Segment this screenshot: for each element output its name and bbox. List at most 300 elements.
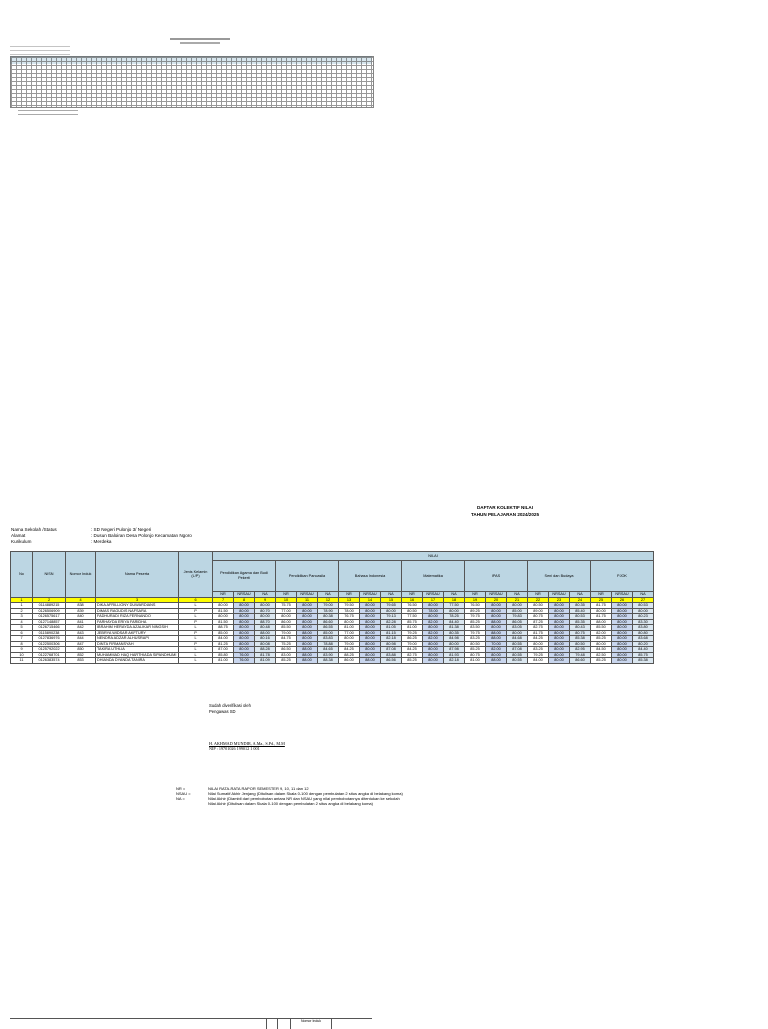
cell-value: 80.00	[234, 603, 255, 609]
column-number: 19	[465, 597, 486, 603]
column-number: 14	[360, 597, 381, 603]
cell-value: 85.00	[318, 630, 339, 636]
cell-value: 85.38	[633, 658, 654, 664]
cell-value: 84.50	[591, 647, 612, 653]
cell-value: 82.00	[591, 630, 612, 636]
cell-value: 87.25	[528, 619, 549, 625]
cell-value: 88.00	[486, 630, 507, 636]
subheader-cell: NRSAU	[612, 592, 633, 598]
table-row	[11, 614, 654, 620]
cell-value: 81.78	[255, 652, 276, 658]
table-row	[11, 647, 654, 653]
cell-value: 80.00	[549, 630, 570, 636]
cell-value: 84.25	[528, 636, 549, 642]
cell-ni: 844	[66, 636, 96, 642]
cell-value: 83.00	[276, 652, 297, 658]
cell-value: 88.00	[486, 658, 507, 664]
cell-value: 82.75	[528, 625, 549, 631]
cell-value: 80.75	[465, 652, 486, 658]
col-jk: Jenis Kelamin (L/P)	[179, 552, 213, 598]
cell-value: 80.00	[612, 619, 633, 625]
note-nsau: NSAU = Nilai Sumatif Akhir Jenjang (Ditulisan dalam Skala 0-100 dengan pembulatan 2 situs angka di belakang koma)	[176, 791, 403, 796]
cell-value: 80.00	[297, 603, 318, 609]
cell-nisn: 0115890238	[33, 630, 66, 636]
column-number: 1	[11, 597, 33, 603]
cell-value: 80.00	[486, 614, 507, 620]
subject-header: Pendidikan Pancasila	[276, 561, 339, 592]
cell-value: 79.00	[318, 603, 339, 609]
cell-value: 80.00	[423, 625, 444, 631]
cell-no: 9	[11, 647, 33, 653]
subheader-cell: NR	[465, 592, 486, 598]
column-number: 17	[423, 597, 444, 603]
cell-value: 80.70	[255, 608, 276, 614]
cell-value: 80.00	[591, 608, 612, 614]
cell-value: 87.08	[507, 647, 528, 653]
cell-value: 80.48	[255, 625, 276, 631]
cell-value: 84.40	[633, 647, 654, 653]
cell-value: 85.25	[402, 658, 423, 664]
col-no: No	[11, 552, 33, 598]
cell-value: 84.25	[339, 647, 360, 653]
cell-value: 88.70	[255, 619, 276, 625]
cell-value: 80.50	[465, 641, 486, 647]
cell-value: 80.00	[507, 603, 528, 609]
col-nilai: NILAI	[213, 552, 654, 561]
cell-value: 81.00	[339, 625, 360, 631]
cell-value: 82.50	[591, 652, 612, 658]
cell-ni: 839	[66, 608, 96, 614]
verifier-nip: NIP : 19701026 199012 1 001	[209, 746, 260, 751]
cell-value: 76.75	[339, 614, 360, 620]
cell-value: 81.50	[213, 608, 234, 614]
column-number: 9	[255, 597, 276, 603]
cell-value: 80.00	[360, 603, 381, 609]
subheader-cell: NRSAU	[297, 592, 318, 598]
cell-value: 80.00	[528, 641, 549, 647]
address-value: : Dusun Baloiran Desa Polonjo Kecamatan Ngoro	[91, 533, 192, 538]
cell-value: 88.38	[318, 658, 339, 664]
cell-value: 79.75	[465, 630, 486, 636]
table-row	[11, 619, 654, 625]
subheader-cell: NA	[381, 592, 402, 598]
cell-value: 86.50	[276, 647, 297, 653]
cell-value: 80.00	[339, 636, 360, 642]
cell-value: 85.50	[276, 625, 297, 631]
cell-value: 80.00	[549, 603, 570, 609]
cell-value: 82.75	[402, 652, 423, 658]
column-number: 11	[297, 597, 318, 603]
cell-value: 80.98	[381, 641, 402, 647]
cell-value: 83.80	[633, 625, 654, 631]
cell-value: 82.95	[570, 647, 591, 653]
cell-value: 80.00	[444, 608, 465, 614]
column-number: 13	[339, 597, 360, 603]
cell-value: 80.00	[549, 619, 570, 625]
school-name-row	[11, 527, 151, 532]
cell-value: 80.50	[570, 641, 591, 647]
cell-value: 79.83	[507, 614, 528, 620]
cell-value: 85.75	[633, 652, 654, 658]
cell-value: 80.00	[423, 614, 444, 620]
cell-value: 78.00	[423, 608, 444, 614]
cell-value: 80.80	[633, 630, 654, 636]
cell-ni: 852	[66, 652, 96, 658]
cell-value: 80.00	[360, 652, 381, 658]
cell-value: 80.00	[360, 647, 381, 653]
cell-value: 80.00	[360, 641, 381, 647]
col-nama: Nama Peserta	[96, 552, 179, 598]
cell-value: 80.00	[234, 630, 255, 636]
column-number: 4	[66, 597, 96, 603]
column-number: 22	[528, 597, 549, 603]
next-page-cell: Nomor Induk	[290, 1019, 332, 1029]
cell-ni: 838	[66, 603, 96, 609]
cell-jk: P	[179, 630, 213, 636]
cell-value: 80.35	[444, 630, 465, 636]
cell-ni: 840	[66, 614, 96, 620]
table-row	[11, 608, 654, 614]
subheader-cell: NR	[276, 592, 297, 598]
cell-ni: 841	[66, 619, 96, 625]
cell-value: 83.25	[528, 647, 549, 653]
cell-value: 76.00	[234, 652, 255, 658]
cell-value: 80.00	[423, 641, 444, 647]
cell-value: 80.00	[423, 603, 444, 609]
cell-value: 80.00	[612, 630, 633, 636]
cell-value: 76.00	[234, 658, 255, 664]
cell-value: 80.00	[549, 647, 570, 653]
subject-header: Bahasa Indonesia	[339, 561, 402, 592]
cell-value: 82.28	[381, 619, 402, 625]
cell-value: 80.00	[360, 619, 381, 625]
cell-value: 80.00	[234, 641, 255, 647]
subheader-cell: NRSAU	[360, 592, 381, 598]
cell-ni: 853	[66, 658, 96, 664]
cell-value: 77.50	[444, 603, 465, 609]
cell-value: 83.68	[633, 636, 654, 642]
cell-value: 80.00	[360, 630, 381, 636]
cell-value: 86.00	[339, 658, 360, 664]
column-number: 8	[234, 597, 255, 603]
cell-value: 83.50	[465, 625, 486, 631]
cell-value: 85.00	[507, 608, 528, 614]
cell-no: 7	[11, 636, 33, 642]
note-nr: NR = NILAI RATA-RATA RAPOR SEMESTER 9, 10, 11 dan 12	[176, 786, 309, 791]
cell-value: 85.40	[570, 608, 591, 614]
cell-nisn: 0126715466	[33, 625, 66, 631]
column-number: 24	[570, 597, 591, 603]
cell-value: 75.75	[276, 603, 297, 609]
page-subtitle: TAHUN PELAJARAN 2024/2025	[470, 512, 540, 517]
column-number: 6	[179, 597, 213, 603]
subheader-cell: NA	[318, 592, 339, 598]
subheader-cell: NR	[591, 592, 612, 598]
cell-value: 88.00	[297, 647, 318, 653]
cell-value: 89.25	[465, 608, 486, 614]
cell-value: 78.25	[444, 614, 465, 620]
cell-value: 80.00	[612, 608, 633, 614]
cell-value: 80.00	[234, 636, 255, 642]
subheader-cell: NR	[402, 592, 423, 598]
cell-value: 85.80	[213, 652, 234, 658]
cell-value: 80.38	[318, 614, 339, 620]
cell-value: 80.00	[591, 641, 612, 647]
table-row	[11, 625, 654, 631]
cell-value: 80.00	[612, 647, 633, 653]
cell-no: 6	[11, 630, 33, 636]
curriculum-row	[11, 539, 111, 544]
cell-nama: TAKIRA UTHLIA	[96, 647, 179, 653]
cell-value: 85.50	[591, 625, 612, 631]
cell-value: 81.05	[381, 625, 402, 631]
subheader-cell: NRSAU	[423, 592, 444, 598]
subheader-cell: NR	[339, 592, 360, 598]
cell-value: 80.00	[297, 641, 318, 647]
table-row	[11, 641, 654, 647]
cell-value: 80.16	[255, 636, 276, 642]
cell-nama: JEBRYA WIDSAR AKFTURY	[96, 630, 179, 636]
cell-value: 80.00	[423, 652, 444, 658]
cell-value: 88.25	[339, 652, 360, 658]
cell-nisn: 0125792022	[33, 647, 66, 653]
cell-value: 78.88	[318, 641, 339, 647]
cell-value: 80.00	[612, 614, 633, 620]
cell-jk: P	[179, 619, 213, 625]
cell-value: 80.35	[570, 603, 591, 609]
page-title: DAFTAR KOLEKTIF NILAI	[476, 505, 534, 510]
cell-jk: L	[179, 652, 213, 658]
cell-value: 84.00	[213, 636, 234, 642]
cell-no: 4	[11, 619, 33, 625]
cell-value: 80.00	[612, 658, 633, 664]
cell-value: 79.25	[402, 630, 423, 636]
cell-value: 80.00	[549, 652, 570, 658]
cell-jk: L	[179, 647, 213, 653]
cell-value: 80.00	[213, 614, 234, 620]
column-number: 26	[612, 597, 633, 603]
cell-value: 88.00	[591, 619, 612, 625]
note-na-2: Nilai Akhir (Ditulisan dalam Skala 0-100 dengan pembulatan 2 situs angka di belakang koma)	[208, 801, 373, 806]
cell-value: 84.00	[528, 658, 549, 664]
cell-value: 79.75	[465, 614, 486, 620]
cell-value: 85.75	[402, 619, 423, 625]
cell-no: 8	[11, 641, 33, 647]
cell-value: 88.75	[213, 625, 234, 631]
cell-value: 84.68	[507, 636, 528, 642]
cell-value: 80.75	[570, 630, 591, 636]
cell-value: 80.00	[213, 603, 234, 609]
column-number: 20	[486, 597, 507, 603]
cell-jk: L	[179, 636, 213, 642]
cell-value: 80.00	[507, 630, 528, 636]
cell-nisn: 0122768701	[33, 652, 66, 658]
cell-nama: NENDRA ADZAR ALHUSRAPI	[96, 636, 179, 642]
verifier-name: H. AKHMAD MUNDIR, A.Ma., S.Pd., M.M	[209, 741, 285, 746]
cell-value: 80.55	[507, 652, 528, 658]
cell-value: 79.00	[402, 641, 423, 647]
cell-value: 77.00	[276, 608, 297, 614]
col-nisn: NISN	[33, 552, 66, 598]
curriculum-value: : Merdeka	[91, 539, 112, 544]
cell-value: 85.25	[591, 636, 612, 642]
cell-nama: DINTA FIRMANSYAH	[96, 641, 179, 647]
cell-value: 80.00	[549, 625, 570, 631]
column-number: 18	[444, 597, 465, 603]
cell-jk: L	[179, 625, 213, 631]
cell-value: 86.60	[318, 619, 339, 625]
cell-value: 80.00	[486, 608, 507, 614]
cell-value: 88.00	[486, 619, 507, 625]
cell-value: 86.56	[381, 658, 402, 664]
cell-no: 1	[11, 603, 33, 609]
cell-value: 80.08	[255, 641, 276, 647]
cell-value: 88.00	[486, 636, 507, 642]
grades-table	[10, 551, 654, 664]
cell-ni: 850	[66, 647, 96, 653]
cell-value: 80.00	[612, 652, 633, 658]
thumbnail-notes	[18, 110, 78, 118]
cell-value: 80.50	[528, 603, 549, 609]
subheader-cell: NRSAU	[549, 592, 570, 598]
cell-value: 81.00	[402, 625, 423, 631]
cell-value: 79.00	[339, 641, 360, 647]
cell-value: 82.00	[423, 619, 444, 625]
cell-value: 80.00	[234, 608, 255, 614]
cell-value: 81.75	[528, 630, 549, 636]
cell-value: 80.20	[633, 641, 654, 647]
cell-value: 80.43	[570, 625, 591, 631]
cell-value: 80.00	[255, 614, 276, 620]
cell-value: 80.00	[234, 614, 255, 620]
cell-value: 83.30	[633, 619, 654, 625]
cell-nisn: 0127148857	[33, 619, 66, 625]
cell-no: 11	[11, 658, 33, 664]
cell-value: 82.18	[444, 658, 465, 664]
subject-header: PJOK	[591, 561, 654, 592]
column-number: 12	[318, 597, 339, 603]
cell-value: 82.00	[486, 647, 507, 653]
cell-value: 80.00	[549, 614, 570, 620]
cell-value: 88.00	[360, 658, 381, 664]
cell-value: 80.00	[612, 625, 633, 631]
subject-header: IPAS	[465, 561, 528, 592]
cell-value: 80.00	[360, 625, 381, 631]
cell-nama: IBRAHIM HERAYDA AZALIKAR NINGSIH	[96, 625, 179, 631]
cell-value: 78.90	[318, 608, 339, 614]
cell-value: 80.00	[612, 603, 633, 609]
cell-value: 86.60	[570, 658, 591, 664]
cell-value: 85.35	[570, 619, 591, 625]
cell-value: 80.00	[549, 641, 570, 647]
cell-ni: 847	[66, 641, 96, 647]
column-number: 3	[96, 597, 179, 603]
cell-value: 80.00	[234, 647, 255, 653]
cell-value: 79.65	[381, 603, 402, 609]
cell-value: 86.55	[318, 625, 339, 631]
cell-value: 80.00	[297, 608, 318, 614]
cell-value: 81.00	[213, 658, 234, 664]
cell-value: 81.00	[465, 658, 486, 664]
cell-nama: DHIANDA DYANDA TANIRA	[96, 658, 179, 664]
cell-nisn: 0126575617	[33, 614, 66, 620]
cell-value: 80.53	[633, 603, 654, 609]
cell-value: 77.50	[402, 614, 423, 620]
cell-nisn: 0122500306	[33, 641, 66, 647]
cell-value: 81.25	[213, 641, 234, 647]
cell-value: 84.40	[444, 619, 465, 625]
cell-value: 81.15	[381, 630, 402, 636]
cell-value: 86.00	[276, 619, 297, 625]
cell-value: 85.25	[465, 647, 486, 653]
cell-value: 80.00	[360, 614, 381, 620]
subheader-cell: NA	[570, 592, 591, 598]
subheader-cell: NA	[255, 592, 276, 598]
cell-value: 80.00	[486, 652, 507, 658]
cell-value: 85.00	[213, 630, 234, 636]
subheader-cell: NR	[528, 592, 549, 598]
cell-value: 85.25	[465, 619, 486, 625]
cell-value: 80.00	[360, 636, 381, 642]
cell-value: 80.23	[633, 614, 654, 620]
cell-value: 80.00	[549, 636, 570, 642]
cell-value: 80.00	[549, 608, 570, 614]
cell-value: 80.00	[486, 603, 507, 609]
cell-value: 80.00	[360, 608, 381, 614]
column-number: 16	[402, 597, 423, 603]
cell-no: 10	[11, 652, 33, 658]
cell-value: 80.00	[297, 614, 318, 620]
cell-value: 81.75	[591, 614, 612, 620]
cell-value: 70.00	[486, 641, 507, 647]
cell-nisn: 0127836976	[33, 636, 66, 642]
verified-by-label: Sudah diverifikasi oleh	[209, 703, 251, 708]
cell-value: 85.38	[570, 636, 591, 642]
cell-value: 81.75	[591, 603, 612, 609]
cell-value: 83.05	[507, 625, 528, 631]
cell-value: 81.09	[255, 658, 276, 664]
subheader-cell: NRSAU	[234, 592, 255, 598]
cell-value: 88.00	[255, 630, 276, 636]
cell-value: 86.05	[507, 619, 528, 625]
note-na: NA = Nilai Akhir (Diambil dari pembobotan antara NR dan NSAU yang nilai pembobotannya ditentukan ke sekolah	[176, 796, 400, 801]
cell-value: 82.00	[423, 630, 444, 636]
subheader-cell: NRSAU	[486, 592, 507, 598]
cell-value: 79.25	[528, 652, 549, 658]
subheader-cell: NR	[213, 592, 234, 598]
cell-value: 88.00	[297, 652, 318, 658]
subject-header: Pendidikan Agama dan Budi Pekerti	[213, 561, 276, 592]
cell-value: 83.90	[318, 652, 339, 658]
cell-nama: FADHURADI RIZA FERNANDO	[96, 614, 179, 620]
cell-nama: MUHAMMAD HAQ HARTHIADA SIPANDHUMI	[96, 652, 179, 658]
cell-ni: 843	[66, 630, 96, 636]
column-number: 21	[507, 597, 528, 603]
cell-value: 82.00	[423, 636, 444, 642]
cell-nisn: 0126383574	[33, 658, 66, 664]
cell-jk: L	[179, 614, 213, 620]
cell-jk: L	[179, 603, 213, 609]
cell-no: 5	[11, 625, 33, 631]
cell-value: 83.83	[318, 636, 339, 642]
cell-value: 83.88	[381, 652, 402, 658]
column-number: 10	[276, 597, 297, 603]
cell-value: 79.00	[276, 630, 297, 636]
cell-value: 87.98	[444, 647, 465, 653]
cell-value: 81.93	[444, 652, 465, 658]
cell-value: 80.00	[612, 636, 633, 642]
school-name-value: : SD Negeri Pulonjo 3/ Negeri	[91, 527, 152, 532]
